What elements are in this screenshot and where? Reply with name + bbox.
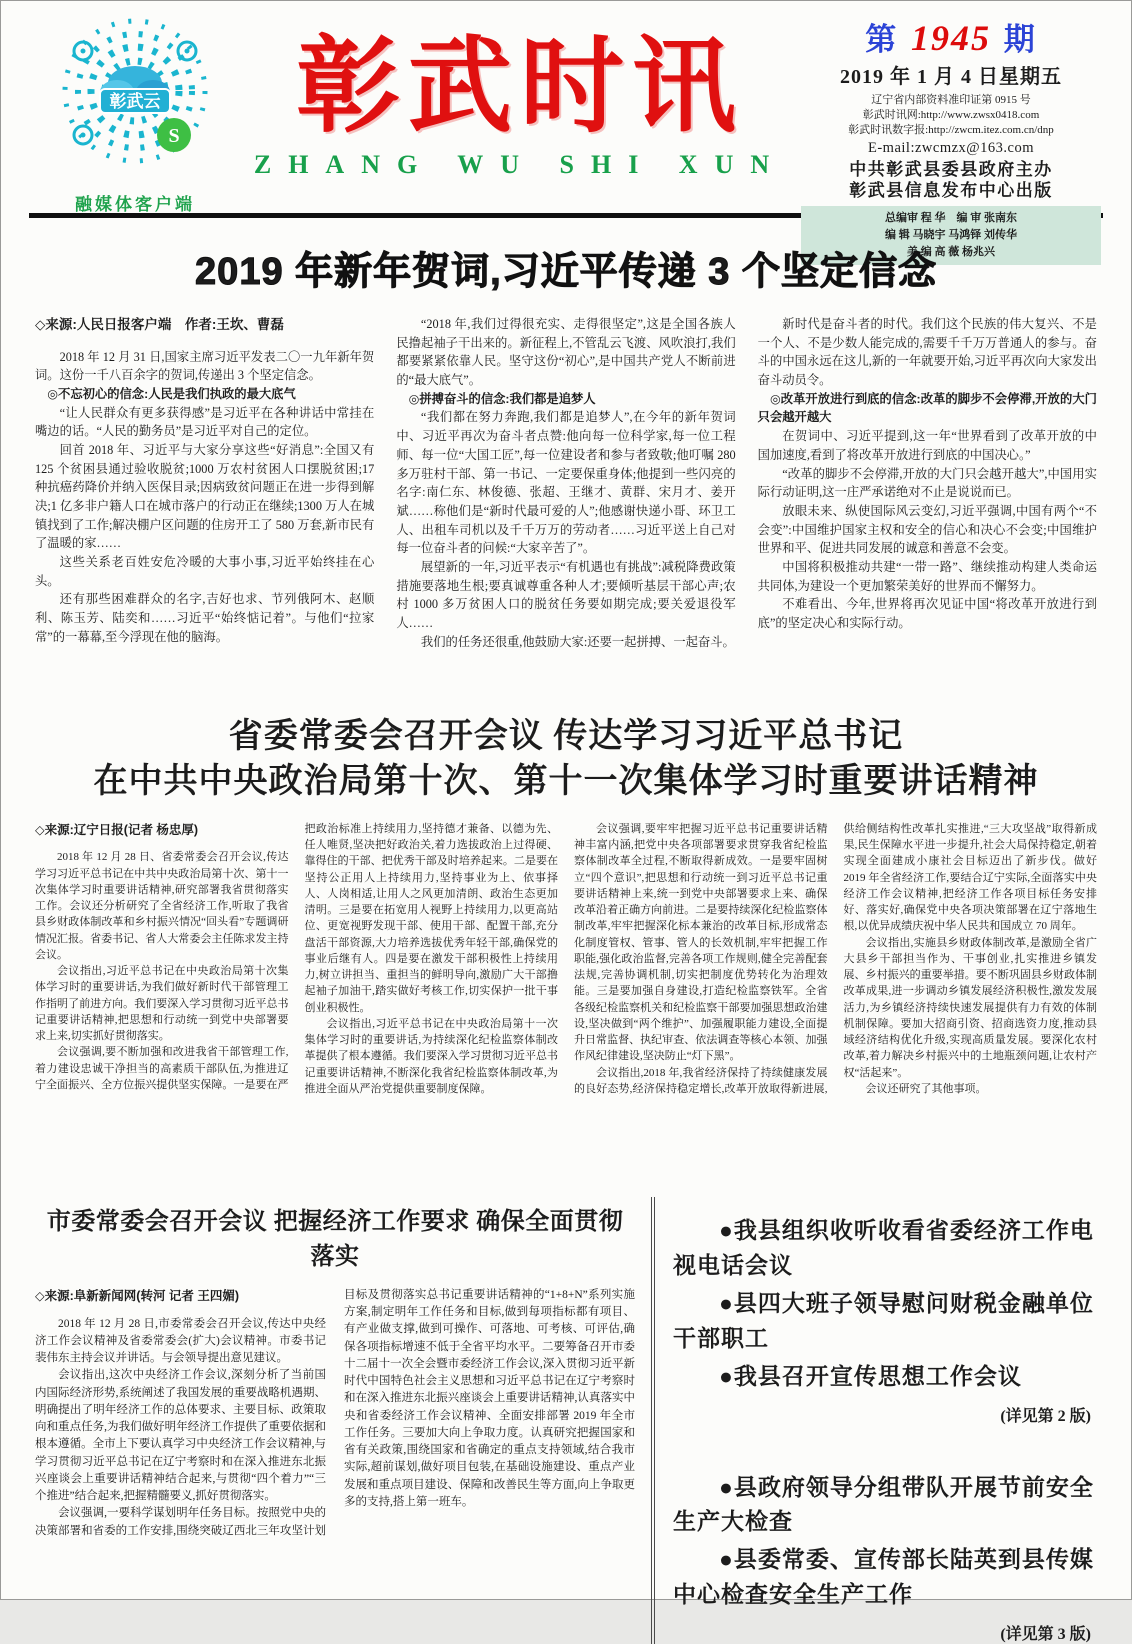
publication-info-line: 辽宁省内部资料准印证第 0915 号 [871,93,1031,106]
article3-paragraph: 2018 年 12 月 28 日,市委常委会召开会议,传达中央经济工作会议精神及省委常委会(扩大)会议精神。市委书记裴伟东主持会议并讲话。与会领导提出意见建议。 [35,1317,326,1364]
article1-paragraph: “我们都在努力奔跑,我们都是追梦人”,在今年的新年贺词中、习近平再次为奋斗者点赞:他向每一位科学家,每一位工程师、每一位“大国工匠”,每一位建设者和参与者致敬;他叮嘱 280 多万驻村干部、第一书记、一定要保重身体;他提到一些闪亮的名字:南仁东、林俊德、张超、王继才、黄群、宋月才、姜开斌……称他们是“新时代最可爱的人”;他感谢快递小哥、环卫工人、出租车司机以及千千万万的劳动者……习近平送上自己对每一位奋斗者的问候:“大家辛苦了”。 [396,410,736,556]
article2-paragraph: 会议强调,要不断加强和改进我省干部管理工作,着力建设忠诚干净担当的高素质干部队伍,为推进辽宁全面振兴、全方位振兴提供坚实保障。一是要在严把政治标准上持续用力,坚持德才兼备、以德为先、任人唯贤,坚决把好政治关,着力选拔政治上过得硬、靠得住的干部、把优秀干部及时培养起来。二是要在坚持公正用人上持续用力,坚持事业为上、依事择人、人岗相适,让用人之风更加清朗、政治生态更加清明。三是要在拓宽用人视野上持续用力,以更高站位、更宽视野发现干部、使用干部、配置干部,充分盘活干部资源,大力培养选拔优秀年轻干部,确保党的事业后继有人。四是要在激发干部积极性上持续用力,树立讲担当、重担当的鲜明导向,激励广大干部撸起袖子加油干,踏实做好考核工作,切实保护一批干事创业积极性。 [35,822,558,1091]
bulletin-note-2: (详见第 3 版) [1000,1626,1091,1644]
article2-paragraph: 会议指出,实施县乡财政体制改革,是激励全省广大县乡干部担当作为、干事创业,扎实推进乡镇发展、乡村振兴的重要举措。要不断巩固县乡财政体制改革成果,进一步调动乡镇发展经济积极性,激发发展活力,为乡镇经济持续快速发展提供有力有效的体制机制保障。要加大招商引资、招商选资力度,推动县域经济结构优化升级,实现高质量发展。要深化农村改革,着力解决乡村振兴中的土地瓶颈问题,让农村产权“活起来”。 [843,936,1097,1079]
article1-headline: 2019 年新年贺词,习近平传递 3 个坚定信念 [195,251,937,293]
issue-number-line [801,15,1101,62]
article3-paragraph: 会议指出,这次中央经济工作会议,深刻分析了当前国内国际经济形势,系统阐述了我国发展的重要战略机遇期、明确提出了明年经济工作的总体要求、主要目标、政策取向和重点任务,为我们做好明年经济工作提供了重要依据和根本遵循。全市上下要认真学习中央经济工作会议精神,与学习贯彻习近平总书记在辽宁考察时和在深入推进东北振兴座谈会上重要讲话精神结合起来,与贯彻“四个着力”“三个推进”结合起来,把握精髓要义,抓好贯彻落实。 [35,1369,326,1502]
staff-row: 编 辑 马晓宇 马鸿铎 刘传华 [885,229,1017,242]
article1-paragraph: 不难看出、今年,世界将再次见证中国“将改革开放进行到底”的坚定决心和实际行动。 [757,597,1097,630]
publisher-lines [801,159,1101,202]
svg-text:S: S [168,125,180,147]
article1-body [35,315,1097,687]
bulletin-note-1: (详见第 2 版) [1000,1407,1091,1425]
bulletin-gap [673,1426,1097,1468]
article1-paragraph: 新时代是奋斗者的时代。我们这个民族的伟大复兴、不是一个人、不是少数人能完成的,需要千千万万普通人的参与。奋斗的中国永远在这儿,新的一年就要开始,习近平再次向大家发出奋斗动员令。 [757,317,1097,388]
article2-headline-line1: 省委常委会召开会议 传达学习习近平总书记 [228,718,904,755]
article-provincial-committee-meeting [1,687,1131,1173]
app-badge-icon [157,118,191,152]
news-bulletin-column [655,1197,1097,1644]
article1-paragraph: 2018 年 12 月 31 日,国家主席习近平发表二〇一九年新年贺词。这份一千八百余字的贺词,传递出 3 个坚定信念。 [35,349,375,383]
article1-paragraph: 这些关系老百姓安危冷暖的大事小事,习近平始终挂在心头。 [35,555,375,588]
bulletin-item: ●我县召开宣传思想工作会议 [719,1363,1022,1389]
issue-info-box [801,15,1101,259]
publication-info-line: E-mail:zwcmzx@163.com [868,139,1034,156]
publication-info-line: 彰武时讯数字报:http://zwcm.itez.com.cn/dnp [848,124,1054,137]
article2-paragraph: 会议指出,习近平总书记在中央政治局第十次集体学习时的重要讲话,为我们做好新时代干部管理工作指明了前进方向。我们要深入学习贯彻习近平总书记重要讲话精神,把思想和行动统一到党中央部署要求上来,切实抓好贯彻落实。 [35,965,289,1043]
article3-paragraph: 会议强调,一要科学谋划明年任务目标。按照党中央的决策部署和省委的工作安排,围绕突破辽西北三年攻坚计划目标及贯彻落实总书记重要讲话精神的“1+8+N”系列实施方案,制定明年工作任务和目标,做到每项指标都有项目、有产业做支撑,做到可操作、可落地、可考核、可评估,确保各项指标增速不低于全省平均水平。二要筹备召开市委十二届十一次全会暨市委经济工作会议,深入贯彻习近平新时代中国特色社会主义思想和习近平总书记在辽宁考察时和在深入推进东北振兴座谈会上重要讲话精神,认真落实中央和省委经济工作会议精神、全面安排部署 2019 年全市工作任务。三要加大向上争取力度。认真研究把握国家和省有关政策,围绕国家和省确定的重点支持领域,结合我市实际,超前谋划,做好项目包装,在基础设施建设、重点产业发展和重点项目建设、保障和改善民生等方面,向上争取更多的支持,搭上第一班车。 [35,1288,635,1537]
publisher-line: 中共彰武县委县政府主办 [849,159,1053,179]
article2-source: ◇来源:辽宁日报(记者 杨忠厚) [35,822,199,837]
article1-paragraph: “让人民群众有更多获得感”是习近平在各种讲话中常挂在嘴边的话。“人民的勤务员”是习近平对自己的定位。 [35,405,375,439]
article1-paragraph: 展望新的一年,习近平表示“有机遇也有挑战”:减税降费政策措施要落地生根;要真诚尊重各种人才;要倾听基层干部心声;农村 1000 多万贫困人口的脱贫任务要如期完成;要关爱退役军人…… [396,559,736,630]
qr-cloud-label: 彰武云 [109,92,161,111]
bottom-section [1,1173,1131,1644]
article2-paragraph: 会议指出,2018 年,我省经济保持了持续健康发展的良好态势,经济保持稳定增长,改革开放取得新进展,供给侧结构性改革扎实推进,“三大攻坚战”取得新成果,民生保障水平进一步提升,社会大局保持稳定,朝着实现全面建成小康社会目标迈出了新步伐。做好 2019 年全省经济工作,要结合辽宁实际,全面落实中央经济工作会议精神,把经济工作各项目标任务安排好、落实好,确保党中央各项决策部署在辽宁落地生根,以优异成绩庆祝中华人民共和国成立 70 周年。 [574,822,1097,1095]
article2-headline-line2: 在中共中央政治局第十次、第十一次集体学习时重要讲话精神 [93,762,1039,800]
publisher-line: 彰武县信息发布中心出版 [849,180,1053,200]
publication-date: 2019 年 1 月 4 日星期五 [840,65,1062,88]
article1-paragraph: 中国将积极推动共建“一带一路”、继续推动构建人类命运共同体,为建设一个更加繁荣美好的世界而不懈努力。 [757,559,1097,593]
qr-code-image [50,15,220,183]
article3-body [35,1287,635,1603]
staff-row: 总编审 程 华 编 审 张南东 [885,212,1017,225]
article1-paragraph: 回首 2018 年、习近平与大家分享这些“好消息”:全国又有 125 个贫困县通过验收脱贫;1000 万农村贫困人口摆脱贫困;17 种抗癌药降价并纳入医保目录;因病致贫问题正在进一步得到解决;1 亿多非户籍人口在城市落户的行动正在继续;1300 万人在城镇找到了工作;解决棚户区问题的住房开工了 580 万套,新市民有了温暖的家…… [35,442,375,551]
publication-info-line: 彰武时讯网:http://www.zwsx0418.com [862,109,1040,122]
newspaper-title: 彰武时讯 [295,24,744,147]
article1-paragraph: ◎改革开放进行到底的信念:改革的脚步不会停滞,开放的大门只会越开越大 [757,391,1097,425]
article1-paragraph: ◎不忘初心的信念:人民是我们执政的最大底气 [47,386,296,401]
article2-paragraph: 2018 年 12 月 28 日、省委常委会召开会议,传达学习习近平总书记在中共中央政治局第十次、第十一次集体学习时重要讲话精神,研究部署我省贯彻落实工作。会议还分析研究了全省经济工作,听取了我省县乡财政体制改革和乡村振兴情况“回头看”专题调研情况汇报。省委书记、省人大常委会主任陈求发主持会议。 [35,851,289,961]
bulletin-item: ●县政府领导分组带队开展节前安全生产大检查 [673,1474,1094,1535]
masthead-header [1,1,1131,259]
article1-paragraph: 我们的任务还很重,他鼓励大家:还要一起拼搏、一起奋斗。 [420,634,735,649]
article1-paragraph: 在贺词中、习近平提到,这一年“世界看到了改革开放的中国加速度,看到了将改革开放进行到底的中国决心。” [757,429,1097,462]
article-city-committee-meeting [35,1197,651,1644]
qr-block [31,15,239,214]
masthead-center [239,15,801,209]
bulletin-group-1 [673,1214,1097,1395]
bulletin-item: ●我县组织收听收看省委经济工作电视电话会议 [673,1217,1094,1278]
bulletin-item: ●县委常委、宣传部长陆英到县传媒中心检查安全生产工作 [673,1547,1094,1608]
publication-info-lines [801,93,1101,158]
article-new-year-speech [1,218,1131,687]
staff-row: 美 编 高 薇 杨兆兴 [907,246,995,259]
article1-paragraph: “改革的脚步不会停滞,开放的大门只会越开越大”,中国用实际行动证明,这一庄严承诺绝对不止是说说而已。 [757,466,1097,500]
bulletin-group-2 [673,1471,1097,1614]
article2-paragraph: 会议还研究了其他事项。 [865,1083,987,1095]
newspaper-title-pinyin: ZHANG WU SHI XUN [253,150,787,180]
article3-source: ◇来源:阜新新闻网(转河 记者 王四媚) [35,1288,240,1303]
article3-headline: 市委常委会召开会议 把握经济工作要求 确保全面贯彻落实 [46,1208,624,1270]
issue-prefix: 第 [865,22,899,57]
article2-body [35,821,1097,1173]
issue-number: 1945 [911,18,991,58]
issue-suffix: 期 [1003,22,1037,57]
qr-caption: 融媒体客户端 [75,195,195,214]
bulletin-item: ●县四大班子领导慰问财税金融单位干部职工 [673,1290,1094,1351]
article2-paragraph: 会议指出,习近平总书记在中央政治局第十一次集体学习时的重要讲话,为持续深化纪检监察体制改革提供了根本遵循。我们要深入学习贯彻习近平总书记重要讲话精神,不断深化我省纪检监察体制改革,为推进全面从严治党提供重要制度保障。 [304,1017,558,1095]
article2-paragraph: 会议强调,要牢牢把握习近平总书记重要讲话精神丰富内涵,把党中央各项部署要求贯穿我省纪检监察体制改革全过程,不断取得新成效。一是要牢固树立“四个意识”,把思想和行动统一到习近平总书记重要讲话精神上来,统一到党中央部署要求上来、确保改革沿着正确方向前进。二是要持续深化纪检监察体制改革,牢牢把握深化标本兼治的改革目标,形成常态化制度管权、管事、管人的长效机制,牢牢把握工作职能,强化政治监督,完善各项工作规则,健全完善配套法规,完善协调机制,切实把制度优势转化为治理效能。三是要加强自身建设,打造纪检监察铁军。全省各级纪检监察机关和纪检监察干部要加强思想政治建设,坚决做到“两个维护”、加强履职能力建设,全面提升日常监督、执纪审查、依法调查等核心本领、加强作风纪律建设,坚决防止“灯下黑”。 [574,822,828,1063]
article1-paragraph: 放眼未来、纵使国际风云变幻,习近平强调,中国有两个“不会变”:中国维护国家主权和安全的信心和决心不会变;中国维护世界和平、促进共同发展的诚意和善意不会变。 [757,503,1097,556]
article1-paragraph: 还有那些困难群众的名字,吉好也求、节列俄阿木、赵顺利、陈玉芳、陆奕和……习近平“始终惦记着”。与他们“拉家常”的一幕幕,至今浮现在他的脑海。 [35,592,375,644]
article1-paragraph: “2018 年,我们过得很充实、走得很坚定”,这是全国各族人民撸起袖子干出来的。新征程上,不管乱云飞渡、风吹浪打,我们都要紧紧依靠人民。坚守这份“初心”,是中国共产党人不断前进的“最大底气”。 [396,317,736,388]
article1-source: ◇来源:人民日报客户端 作者:王坎、曹磊 [35,317,284,332]
article2-headline [35,715,1097,805]
article1-paragraph: ◎拼搏奋斗的信念:我们都是追梦人 [408,391,596,406]
